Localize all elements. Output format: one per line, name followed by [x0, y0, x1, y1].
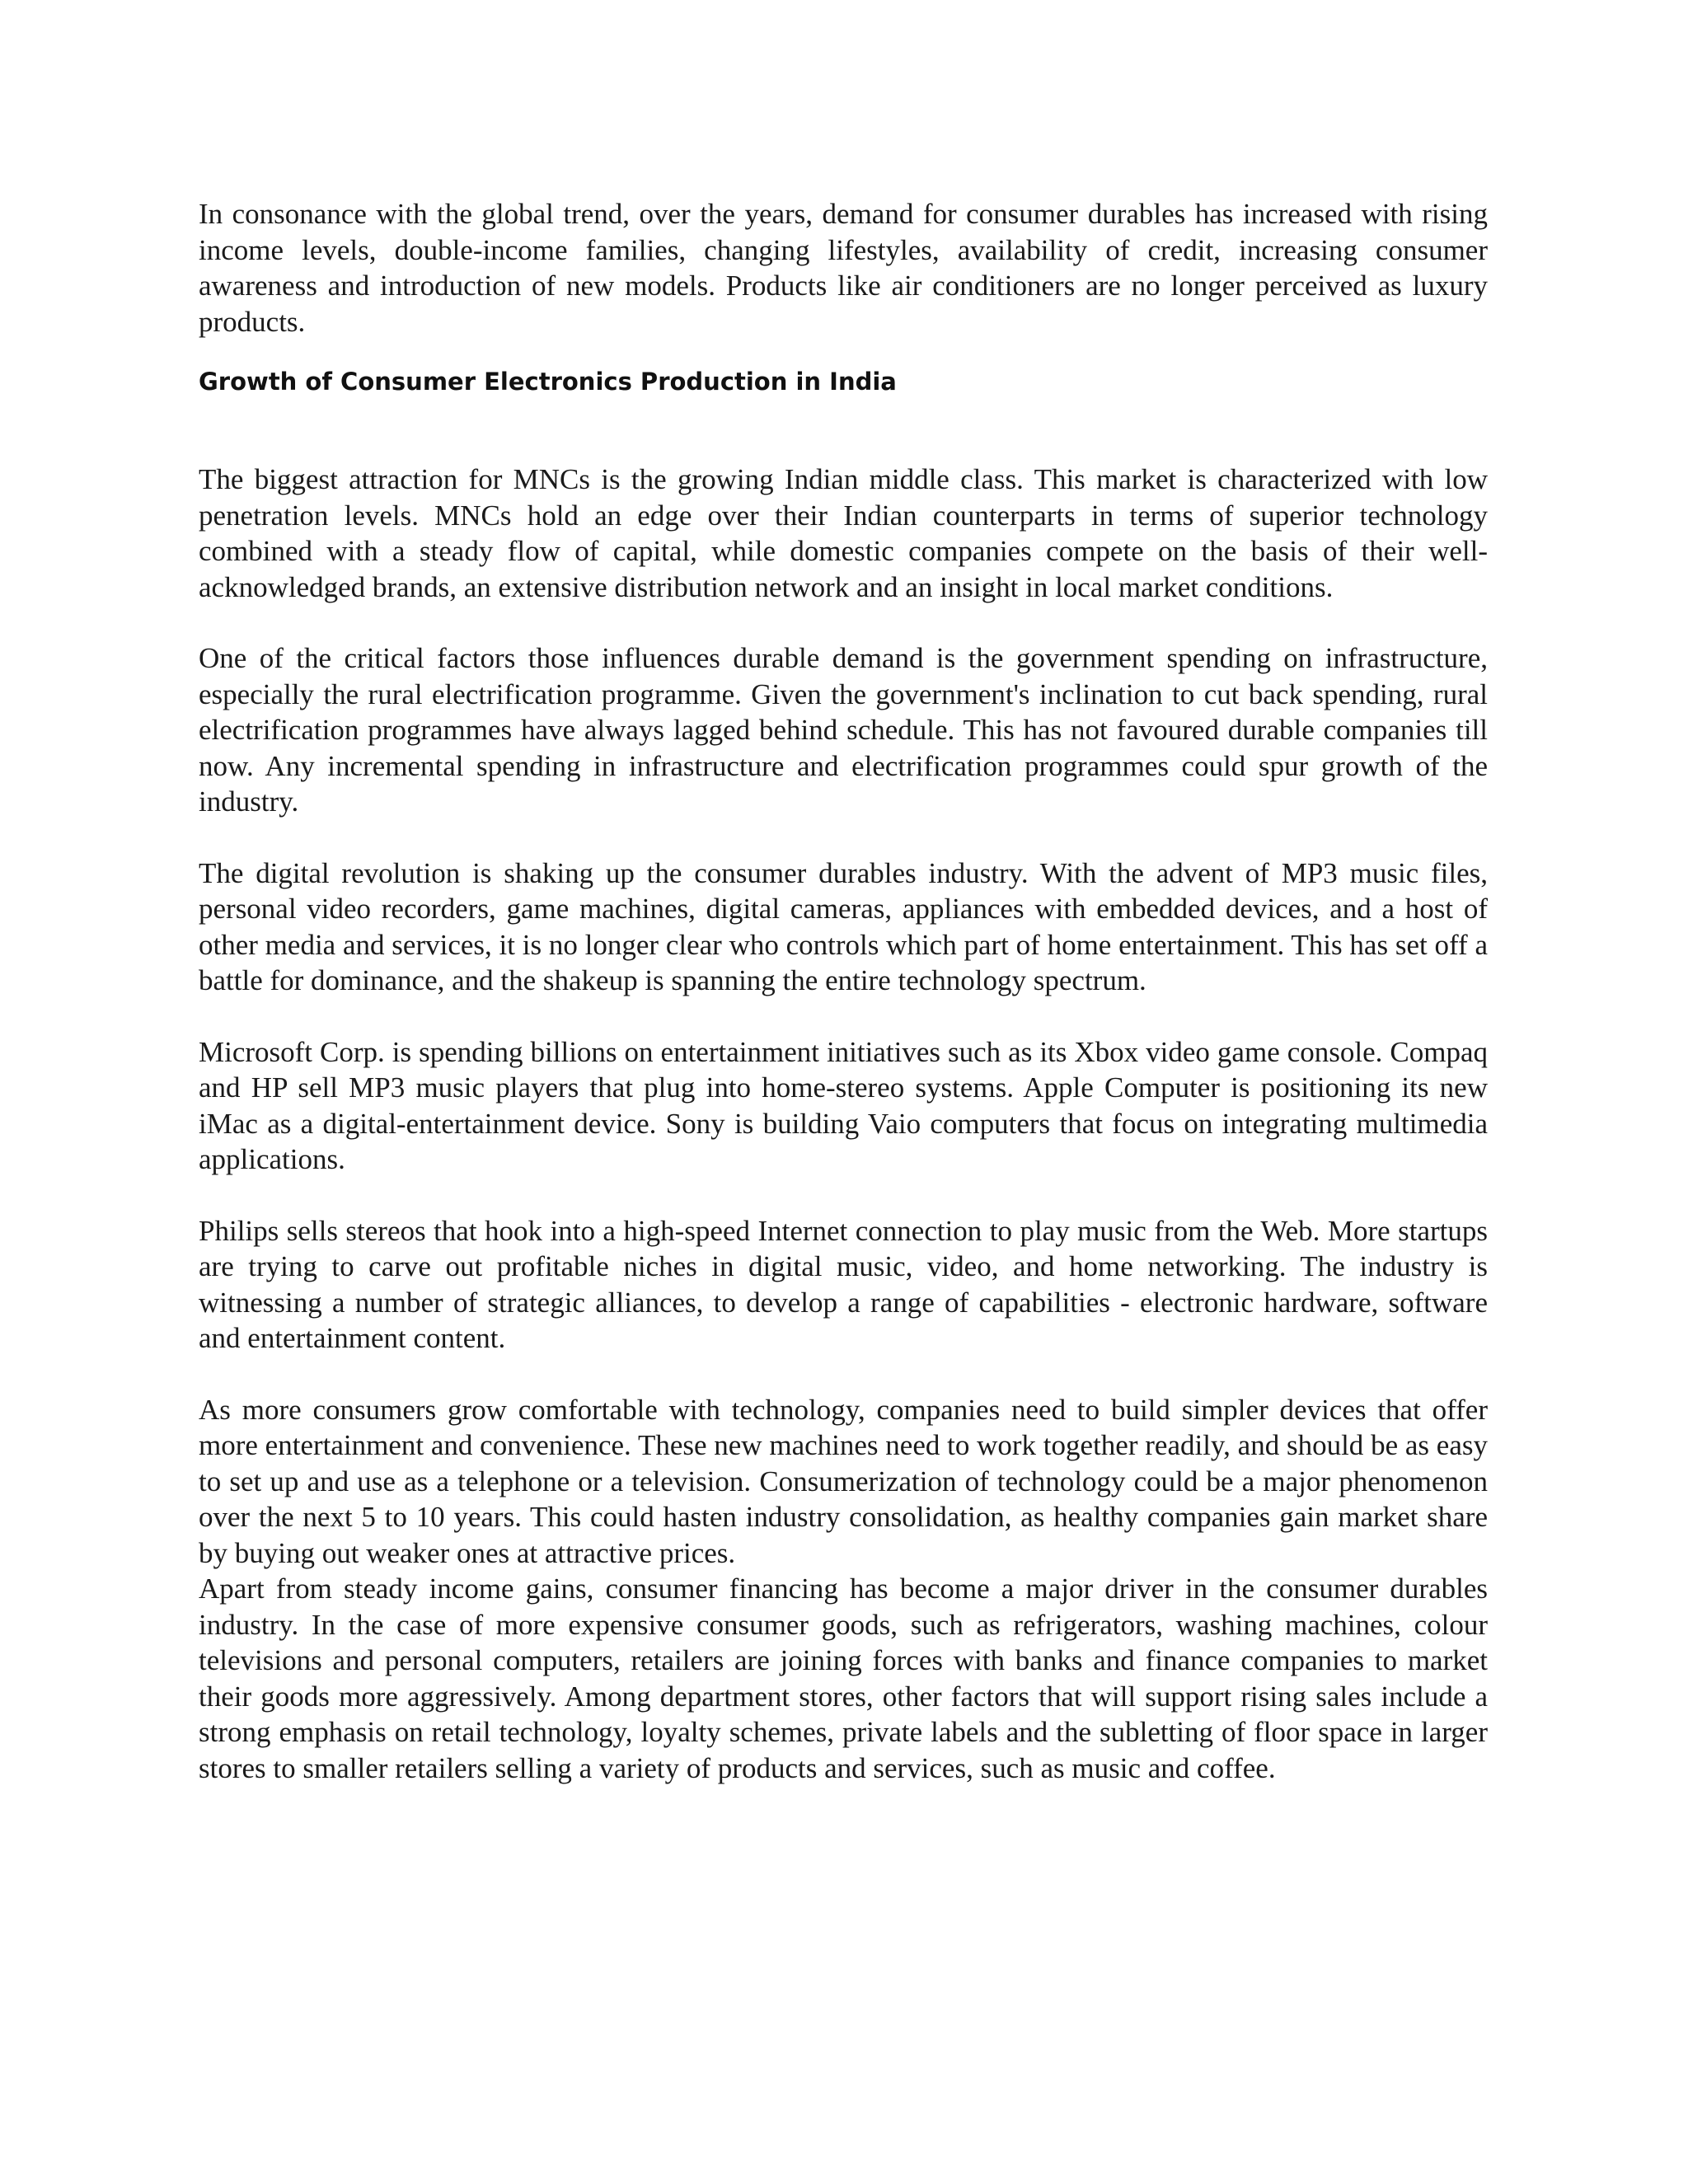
paragraph-infrastructure: One of the critical factors those influences durable demand is the government spending on infrastructure, especially the rural electrification programme. Given the government's inclination to cut back spending, rural electrification programmes have always lagged behind schedule. This has not favoured durable companies till now. Any incremental spending in infrastructure and electrification programmes could spur growth of the industry. — [199, 642, 1488, 818]
document-page — [199, 196, 1488, 1786]
paragraph-intro: In consonance with the global trend, over the years, demand for consumer durables has increased with rising income levels, double-income families, changing lifestyles, availability of credit, increasing consumer awareness and introduction of new models. Products like air conditioners are no longer perceived as luxury products. — [199, 198, 1488, 338]
paragraph-consumerization: As more consumers grow comfortable with technology, companies need to build simpler devices that offer more entertainment and convenience. These new machines need to work together readily, and should be as easy to set up and use as a telephone or a television. Consumerization of technology could be a major phenomenon over the next 5 to 10 years. This could hasten industry consolidation, as healthy companies gain market share by buying out weaker ones at attractive prices. — [199, 1393, 1488, 1569]
paragraph-philips: Philips sells stereos that hook into a high-speed Internet connection to play music from the Web. More startups are trying to carve out profitable niches in digital music, video, and home networking. The industry is witnessing a number of strategic alliances, to develop a range of capabilities - electronic hardware, software and entertainment content. — [199, 1214, 1488, 1354]
paragraph-microsoft: Microsoft Corp. is spending billions on entertainment initiatives such as its Xbox video game console. Compaq and HP sell MP3 music players that plug into home-stereo systems. Apple Computer is positioning its new iMac as a digital-entertainment device. Sony is building Vaio computers that focus on integrating multimedia applications. — [199, 1035, 1488, 1175]
paragraph-mncs: The biggest attraction for MNCs is the growing Indian middle class. This market is characterized with low penetration levels. MNCs hold an edge over their Indian counterparts in terms of superior technology combined with a steady flow of capital, while domestic companies compete on the basis of their well-acknowledged brands, an extensive distribution network and an insight in local market conditions. — [199, 463, 1488, 603]
paragraph-digital-revolution: The digital revolution is shaking up the consumer durables industry. With the advent of MP3 music files, personal video recorders, game machines, digital cameras, appliances with embedded devices, and a host of other media and services, it is no longer clear who controls which part of home entertainment. This has set off a battle for dominance, and the shakeup is spanning the entire technology spectrum. — [199, 856, 1488, 996]
section-heading: Growth of Consumer Electronics Production in India — [199, 368, 897, 396]
paragraph-consumer-financing: Apart from steady income gains, consumer financing has become a major driver in the consumer durables industry. In the case of more expensive consumer goods, such as refrigerators, washing machines, colour televisions and personal computers, retailers are joining forces with banks and finance companies to market their goods more aggressively. Among department stores, other factors that will support rising sales include a strong emphasis on retail technology, loyalty schemes, private labels and the subletting of floor space in larger stores to smaller retailers selling a variety of products and services, such as music and coffee. — [199, 1572, 1488, 1784]
